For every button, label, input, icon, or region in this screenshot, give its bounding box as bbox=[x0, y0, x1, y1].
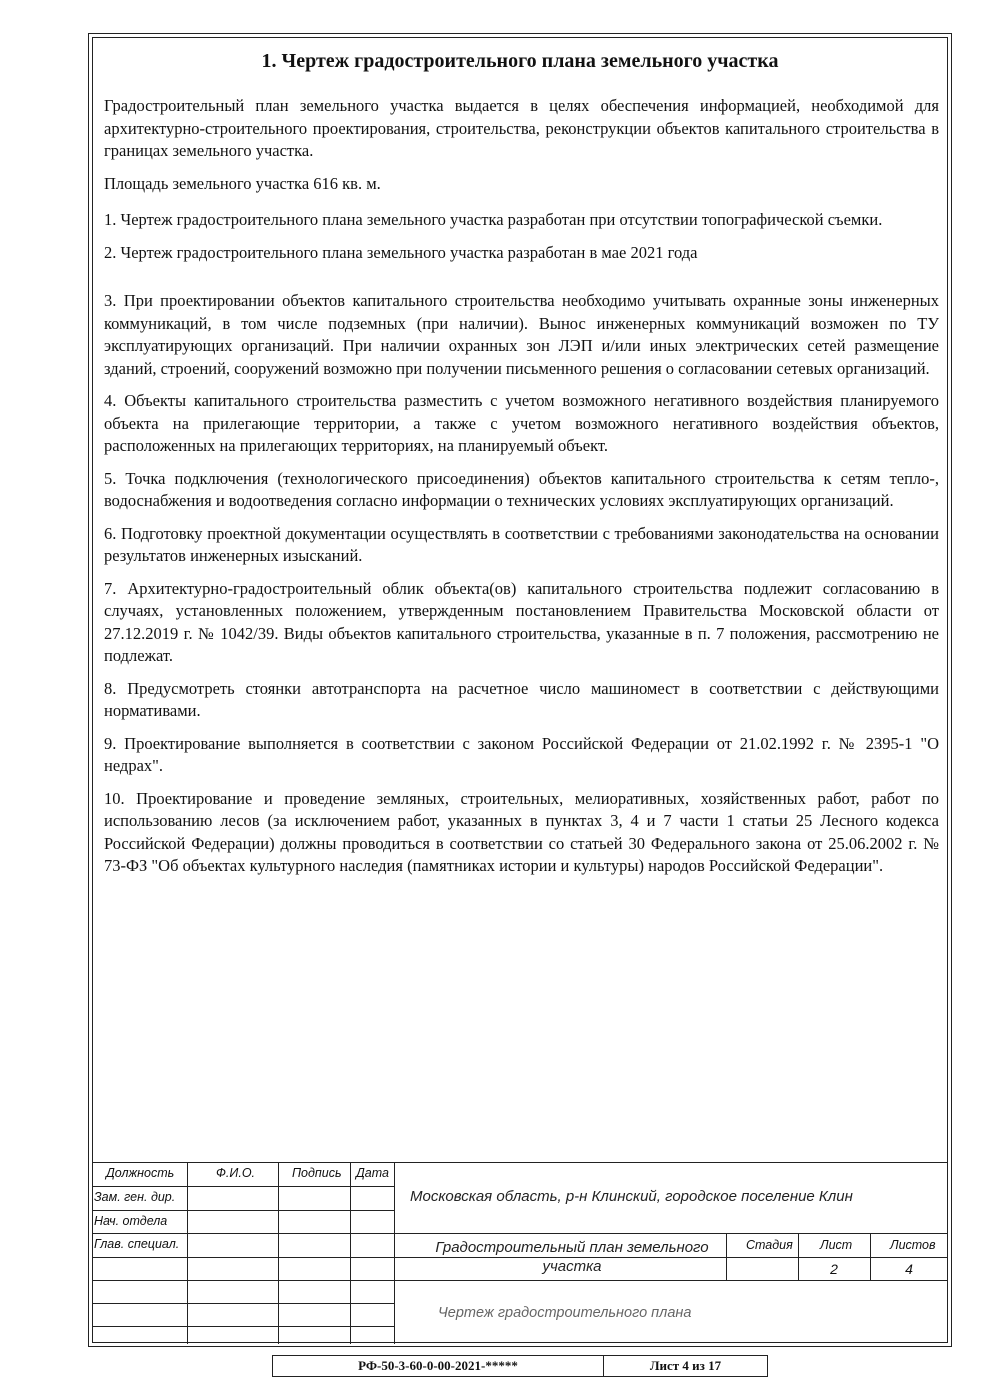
header-signature: Подпись bbox=[292, 1166, 342, 1180]
sheets-value: 4 bbox=[905, 1261, 913, 1277]
header-name: Ф.И.О. bbox=[216, 1166, 256, 1180]
document-name: Градостроительный план земельного участка bbox=[435, 1239, 709, 1275]
area-paragraph: Площадь земельного участка 616 кв. м. bbox=[104, 173, 381, 193]
row-chief-specialist: Глав. специал. bbox=[94, 1237, 180, 1251]
document-title: 1. Чертеж градостроительного плана земельного участка bbox=[261, 50, 779, 72]
note-item-7: 7. Архитектурно-градостроительный облик объекта(ов) капитального строительства подлежит согласованию в случаях, установленных положением, утвержденным постановлением Правительства Московской области от 27.12.2019 г. № 1042/39. Виды объектов капитального строительства, указанные в п. 7 положения, рассмотрению не подлежат. bbox=[104, 578, 939, 665]
drawing-name: Чертеж градостроительного плана bbox=[438, 1305, 692, 1321]
row-deputy-director: Зам. ген. дир. bbox=[94, 1190, 176, 1204]
intro-paragraph: Градостроительный план земельного участка выдается в целях обеспечения информацией, необходимой для архитектурно-строительного проектирования, строительства, реконструкции объектов капитального строительства в границах земельного участка. bbox=[104, 96, 939, 160]
document-code-tag bbox=[272, 1355, 768, 1377]
title-block bbox=[92, 1162, 948, 1343]
sheets-label: Листов bbox=[890, 1238, 936, 1252]
project-location: Московская область, р-н Клинский, городское поселение Клин bbox=[410, 1188, 853, 1205]
note-item-10: 10. Проектирование и проведение земляных, строительных, мелиоративных, хозяйственных работ, работ по использованию лесов (за исключением работ, указанных в пунктах 3, 4 и 7 части 1 статьи 25 Лесного кодекса Российской Федерации) должны проводиться в соответствии со статьей 30 Федерального закона от 25.06.2002 г. № 73-ФЗ "Об объектах культурного наследия (памятниках истории и культуры) народов Российской Федерации". bbox=[104, 788, 939, 875]
header-date: Дата bbox=[356, 1166, 389, 1180]
document-code: РФ-50-3-60-0-00-2021-***** bbox=[273, 1356, 604, 1376]
note-item-8: 8. Предусмотреть стоянки автотранспорта на расчетное число машиномест в соответствии с действующими нормативами. bbox=[104, 678, 939, 720]
document-body bbox=[104, 95, 939, 888]
note-item-5: 5. Точка подключения (технологического присоединения) объектов капитального строительства к сетям тепло-, водоснабжения и водоотведения согласно информации о технических условиях эксплуатирующих организаций. bbox=[104, 468, 939, 510]
header-position: Должность bbox=[106, 1166, 175, 1180]
note-item-1: 1. Чертеж градостроительного плана земельного участка разработан при отсутствии топографической съемки. bbox=[104, 210, 883, 229]
note-item-6: 6. Подготовку проектной документации осуществлять в соответствии с требованиями законодательства на основании результатов инженерных изысканий. bbox=[104, 523, 939, 565]
stage-label: Стадия bbox=[746, 1238, 793, 1252]
note-item-9: 9. Проектирование выполняется в соответствии с законом Российской Федерации от 21.02.1992 г. № 2395-1 "О недрах". bbox=[104, 733, 939, 775]
note-item-3: 3. При проектировании объектов капитального строительства необходимо учитывать охранные зоны инженерных коммуникаций, в том числе подземных (при наличии). Вынос инженерных коммуникаций возможен по ТУ эксплуатирующих организаций. При наличии охранных зон ЛЭП и/или иных электрических сетей размещение зданий, строений, сооружений возможно при получении письменного решения о согласовании сетевых организаций. bbox=[104, 291, 939, 378]
sheet-label: Лист bbox=[820, 1238, 853, 1252]
sheet-counter: Лист 4 из 17 bbox=[649, 1358, 722, 1373]
row-department-head: Нач. отдела bbox=[94, 1214, 168, 1228]
note-item-2: 2. Чертеж градостроительного плана земельного участка разработан в мае 2021 года bbox=[104, 242, 698, 262]
note-item-4: 4. Объекты капитального строительства разместить с учетом возможного негативного воздействия планируемого объекта на прилегающие территории, а также с учетом возможного негативного воздействия объектов, расположенных на прилегающих территориях, на планируемый объект. bbox=[104, 391, 939, 455]
sheet-value: 2 bbox=[830, 1261, 838, 1277]
